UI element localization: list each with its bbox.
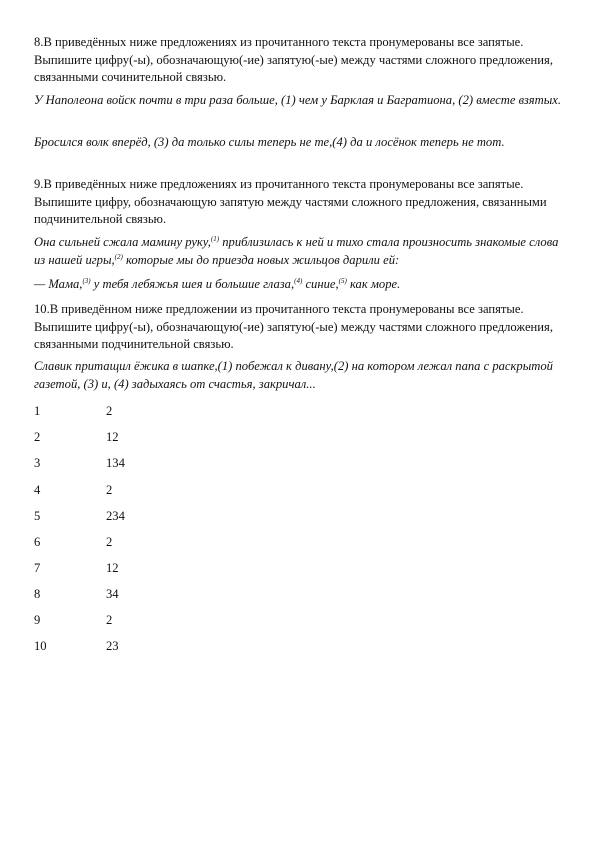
- answer-number: 5: [34, 509, 41, 523]
- answer-value: 2: [106, 404, 113, 418]
- comma-marker: (5): [338, 277, 347, 285]
- answer-value: 2: [106, 483, 113, 497]
- answer-value: 12: [106, 561, 119, 575]
- answer-value: 23: [106, 639, 119, 653]
- comma-marker: (2): [114, 252, 123, 261]
- answer-row: [34, 639, 234, 657]
- answer-number: 9: [34, 613, 41, 627]
- answer-row: [34, 456, 234, 474]
- answer-value: 34: [106, 587, 119, 601]
- answer-row: [34, 404, 234, 422]
- answer-row: [34, 613, 234, 631]
- answer-row: [34, 587, 234, 605]
- answer-value: 234: [106, 509, 125, 523]
- comma-marker: (4): [294, 277, 303, 285]
- answer-value: 2: [106, 535, 113, 549]
- answer-number: 10: [34, 639, 47, 653]
- answer-row: [34, 509, 234, 527]
- answer-number: 4: [34, 483, 41, 497]
- answer-row: [34, 430, 234, 448]
- comma-marker: (3): [82, 277, 91, 285]
- answer-row: [34, 535, 234, 553]
- task-8-text: 8.В приведённых ниже предложениях из прочитанного текста пронумерованы все запятые. Выпишите цифру(-ы), обозначающую(-ие) запятую(-ые) между частями сложного предложения, связанными сочинительной связью.: [34, 35, 553, 84]
- answer-number: 1: [34, 404, 41, 418]
- answer-row: [34, 561, 234, 579]
- answer-number: 3: [34, 456, 41, 470]
- task-10-text: 10.В приведённом ниже предложении из прочитанного текста пронумерованы все запятые. Выпишите цифру(-ы), обозначающую(-ие) запятую(-ые) между частями сложного предложения, связанными подчинительной связью.: [34, 302, 553, 351]
- answer-number: 6: [34, 535, 41, 549]
- answer-value: 134: [106, 456, 125, 470]
- answer-value: 2: [106, 613, 113, 627]
- task-8-example-1: У Наполеона войск почти в три раза больше, (1) чем у Барклая и Багратиона, (2) вместе взятых.: [34, 93, 561, 107]
- answer-number: 2: [34, 430, 41, 444]
- answer-row: [34, 483, 234, 501]
- answer-value: 12: [106, 430, 119, 444]
- task-9-example-1: Она сильней сжала мамину руку,$^{(1)}$ приблизилась к ней и тихо стала произносить знакомые слова из нашей игры,$^{(2)}$ которые мы до приезда новых жильцов дарили ей:: [34, 235, 559, 267]
- comma-marker: (1): [210, 235, 220, 243]
- answer-number: 7: [34, 561, 41, 575]
- task-10-example: Славик притащил ёжика в шапке,(1) побежал к дивану,(2) на котором лежал папа с раскрытой газетой, (3) и, (4) задыхаясь от счастья, закричал...: [34, 359, 553, 391]
- task-9-example-2: — Мама,$^{(3)}$ у тебя лебяжья шея и большие глаза,$^{(4)}$ синие,$^{(5)}$ как море.: [34, 277, 401, 291]
- task-8-example-2: Бросился волк вперёд, (3) да только силы теперь не те,(4) да и лосёнок теперь не тот.: [34, 135, 505, 149]
- task-9-text: 9.В приведённых ниже предложениях из прочитанного текста пронумерованы все запятые. Выпишите цифру, обозначающую запятую между частями сложного предложения, связанными подчинительной связью.: [34, 177, 547, 226]
- answer-number: 8: [34, 587, 41, 601]
